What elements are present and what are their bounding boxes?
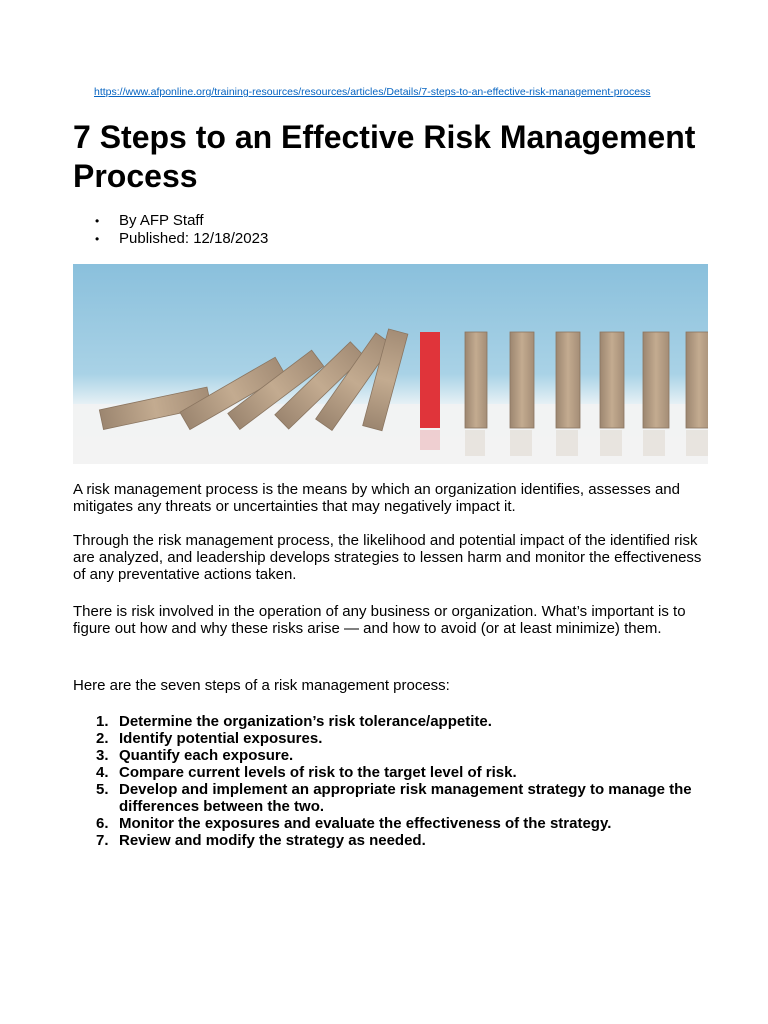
dominoes-illustration	[73, 264, 708, 464]
step-number: 4.	[96, 764, 109, 781]
step-number: 6.	[96, 815, 109, 832]
step-text: Compare current levels of risk to the target level of risk.	[119, 764, 517, 781]
dominoes-hero-image	[73, 264, 708, 464]
risk-paragraph: There is risk involved in the operation of any business or organization. What’s important is to figure out how and why these risks arise — and how to avoid (or at least minimize) them.	[73, 603, 686, 637]
step-text: Develop and implement an appropriate risk management strategy to manage the differences between the two.	[119, 781, 692, 815]
step-number: 5.	[96, 781, 109, 798]
list-item	[96, 781, 696, 815]
intro-paragraph: A risk management process is the means by which an organization identifies, assesses and mitigates any threats or uncertainties that may negatively impact it.	[73, 481, 680, 515]
steps-intro-paragraph: Here are the seven steps of a risk management process:	[73, 677, 450, 694]
list-item	[96, 832, 696, 849]
author-byline: • By AFP Staff	[95, 212, 268, 230]
list-item	[96, 764, 696, 781]
step-text: Identify potential exposures.	[119, 730, 323, 747]
step-text: Quantify each exposure.	[119, 747, 294, 764]
process-paragraph: Through the risk management process, the likelihood and potential impact of the identified risk are analyzed, and leadership develops strategies to lessen harm and monitor the effectiveness of any preventative actions taken.	[73, 532, 702, 583]
step-number: 2.	[96, 730, 109, 747]
list-item	[96, 730, 696, 747]
step-text: Determine the organization’s risk tolerance/appetite.	[119, 713, 492, 730]
step-number: 1.	[96, 713, 109, 730]
list-item	[96, 815, 696, 832]
red-domino	[420, 332, 440, 428]
steps-list	[96, 713, 696, 849]
step-number: 3.	[96, 747, 109, 764]
list-item	[96, 713, 696, 730]
source-url-link[interactable]: https://www.afponline.org/training-resources/resources/articles/Details/7-steps-to-an-effective-risk-management-process	[94, 86, 651, 98]
step-text: Monitor the exposures and evaluate the effectiveness of the strategy.	[119, 815, 612, 832]
list-item	[96, 747, 696, 764]
published-date: • Published: 12/18/2023	[95, 230, 268, 248]
article-meta-list	[95, 212, 268, 248]
article-title: 7 Steps to an Effective Risk Management Process	[73, 119, 696, 194]
step-number: 7.	[96, 832, 109, 849]
step-text: Review and modify the strategy as needed.	[119, 832, 426, 849]
